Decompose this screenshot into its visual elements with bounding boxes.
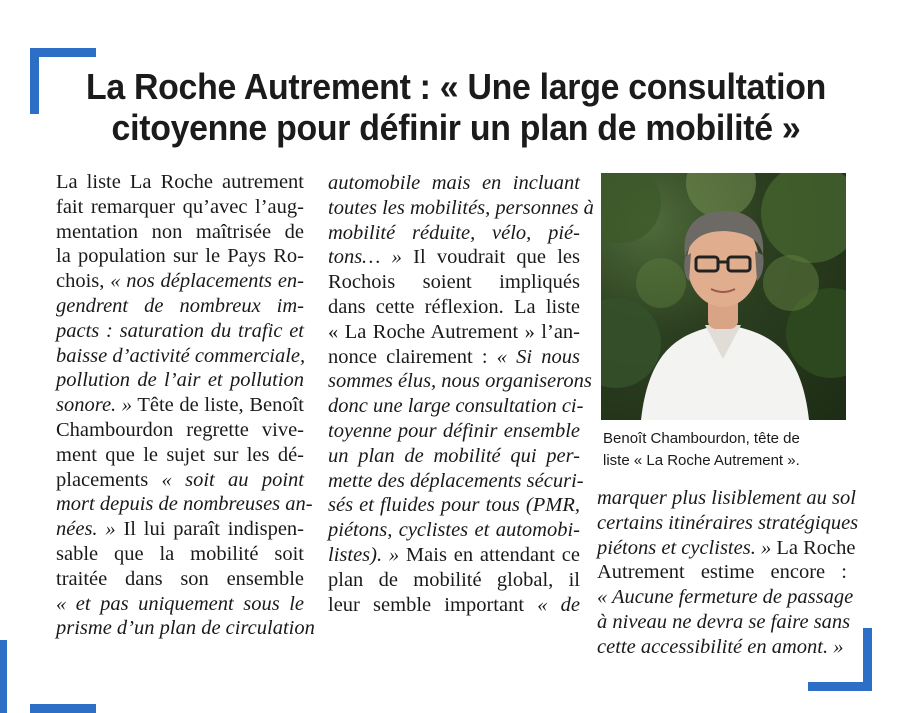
quote-run: « Si nous: [496, 345, 580, 368]
text-run: chois,: [56, 270, 111, 293]
text-line: [328, 593, 580, 618]
quote-line: « et pas uniquement sous le: [56, 592, 304, 615]
quote-line: toyenne pour définir ensemble: [328, 419, 580, 442]
headline-line-1: La Roche Autrement : « Une large consultation: [85, 66, 827, 107]
text-line: [328, 245, 580, 270]
text-line: sable que la mobilité soit: [56, 542, 304, 565]
quote-line: « Aucune fermeture de passage: [597, 586, 854, 609]
photo-caption: [603, 428, 848, 472]
quote-run: « nos déplacements en-: [110, 270, 304, 293]
quote-line: sés et fluides pour tous (PMR,: [328, 494, 580, 517]
quote-line: gendrent de nombreux im-: [56, 294, 304, 317]
text-line: [328, 345, 580, 370]
quote-line: donc une large consultation ci-: [328, 395, 584, 418]
quote-run: nées. »: [56, 518, 116, 541]
text-run: Il voudrait que les: [401, 246, 581, 269]
text-line: la population sur le Pays Ro-: [56, 245, 304, 268]
text-run: La Roche: [771, 536, 856, 559]
text-run: Tête de liste, Benoît: [132, 394, 304, 417]
quote-line: pacts : saturation du trafic et: [56, 319, 304, 342]
text-line: [56, 517, 304, 542]
text-line: [56, 269, 304, 294]
quote-line: marquer plus lisiblement au sol: [597, 487, 856, 509]
text-run: Il lui paraît indispen-: [115, 518, 304, 541]
text-line: [328, 543, 580, 568]
corner-bracket-bottom-left-vertical: [0, 640, 7, 713]
text-line: traitée dans son ensemble: [56, 567, 304, 590]
text-run: leur semble important: [328, 593, 538, 616]
text-line: mentation non maîtrisée de: [56, 220, 304, 243]
quote-run: tons… »: [328, 246, 402, 269]
quote-line: à niveau ne devra se faire sans: [597, 610, 851, 633]
text-run: placements: [56, 468, 162, 491]
quote-line: certains itinéraires stratégiques: [597, 511, 859, 534]
quote-line: baisse d’activité commerciale,: [56, 344, 306, 367]
article-column-2: [328, 171, 594, 617]
text-line: fait remarquer qu’avec l’aug-: [56, 195, 304, 218]
text-line: [56, 468, 304, 493]
text-line: Chambourdon regrette vive-: [56, 418, 304, 441]
corner-bracket-top-left-vertical: [30, 48, 39, 114]
quote-run: listes). »: [328, 543, 400, 566]
corner-bracket-bottom-left: [30, 704, 96, 713]
quote-run: « soit au point: [161, 468, 304, 491]
quote-run: piétons et cyclistes. »: [597, 536, 772, 559]
quote-line: un plan de mobilité qui per-: [328, 444, 580, 467]
quote-line: piétons, cyclistes et automobi-: [328, 519, 580, 542]
caption-line-1: Benoît Chambourdon, tête de: [603, 430, 800, 447]
quote-run: sonore. »: [56, 394, 133, 417]
text-line: [597, 536, 856, 561]
quote-line: cette accessibilité en amont. »: [597, 635, 844, 658]
text-run: nonce clairement :: [328, 345, 497, 368]
quote-run: « de: [537, 593, 580, 616]
text-line: dans cette réflexion. La liste: [328, 295, 580, 318]
text-line: [56, 393, 304, 418]
corner-bracket-top-left: [30, 48, 96, 57]
text-line: « La Roche Autrement » l’an-: [328, 320, 580, 343]
caption-line-2: liste « La Roche Autrement ».: [603, 452, 800, 469]
quote-line: mobilité réduite, vélo, pié-: [328, 221, 580, 244]
portrait-photo: [601, 173, 846, 420]
portrait-illustration: [601, 173, 846, 420]
headline-line-2: citoyenne pour définir un plan de mobilité »: [111, 107, 801, 148]
text-line: Rochois soient impliqués: [328, 271, 580, 294]
quote-line: toutes les mobilités, personnes à: [328, 196, 594, 219]
text-line: ment que le sujet sur les dé-: [56, 443, 304, 466]
article-column-1: [56, 170, 315, 641]
quote-line: pollution de l’air et pollution: [56, 369, 304, 392]
text-run: Mais en attendant ce: [399, 543, 580, 566]
corner-bracket-bottom-right-vertical: [863, 628, 872, 691]
article-column-3: [597, 486, 859, 660]
article-headline: [65, 66, 847, 148]
text-line: plan de mobilité global, il: [328, 568, 580, 591]
quote-line: mette des déplacements sécuri-: [328, 469, 584, 492]
quote-line: automobile mais en incluant: [328, 172, 580, 194]
quote-line: sommes élus, nous organiserons: [328, 370, 592, 393]
quote-line: prisme d’un plan de circulation: [56, 617, 315, 640]
text-line: Autrement estime encore :: [597, 561, 847, 584]
quote-line: mort depuis de nombreuses an-: [56, 493, 313, 516]
text-line: La liste La Roche autrement: [56, 171, 304, 193]
